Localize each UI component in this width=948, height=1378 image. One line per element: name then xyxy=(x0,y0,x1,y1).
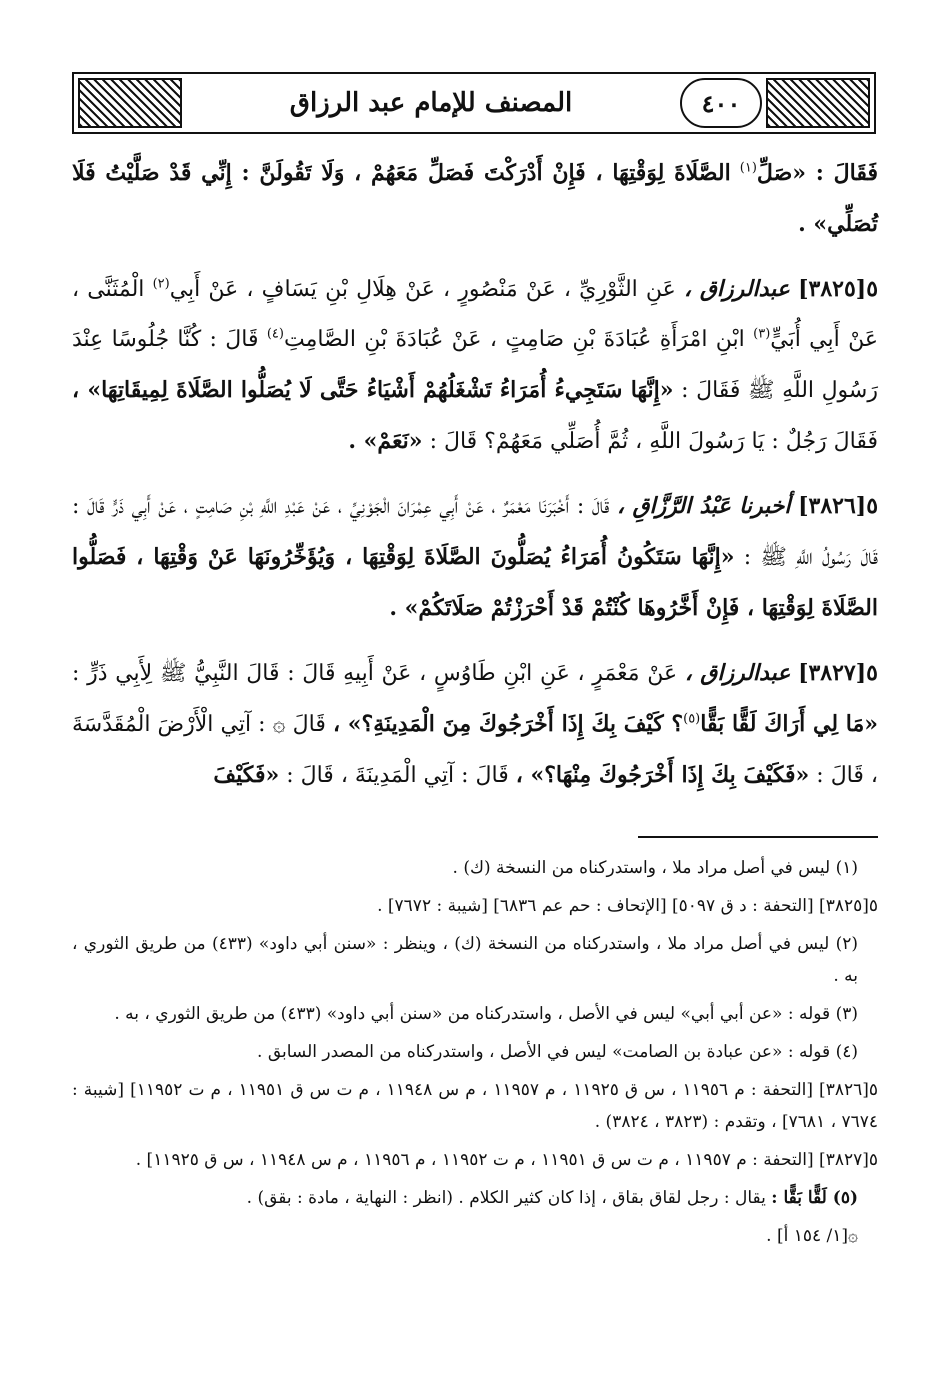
header-ornament-right xyxy=(766,78,870,128)
footnote-3: (٣) قوله : «عن أبي أبي» ليس في الأصل ، واستدركناه من «سنن أبي داود» (٤٣٣) من طريق الثوري ، به . xyxy=(114,1004,858,1024)
page-number: ٤٠٠ xyxy=(680,78,762,128)
matn-quote: «فَكَيْفَ بِكَ إِذَا أَخْرَجُوكَ مِنْهَا؟» ، xyxy=(515,762,810,788)
running-title: المصنف للإمام عبد الرزاق xyxy=(289,88,573,118)
footnote-ref[interactable]: (٢) xyxy=(152,276,170,292)
footnote-ref[interactable]: (٤) xyxy=(266,326,284,342)
source-name: عبدالرزاق ، xyxy=(683,276,790,302)
isnad-text: الْمُثَنَّى ، عَنْ أَبِي أُبَيٍّ xyxy=(72,277,878,352)
footnote-ref[interactable]: (٣) xyxy=(753,326,771,342)
header-ornament-left xyxy=(78,78,182,128)
takhrij-3825: ٥[٣٨٢٥] [التحفة : د ق ٥٠٩٧] [الإتحاف : حم عم ٦٨٣٦] [شيبة : ٧٦٧٢] . xyxy=(377,896,878,916)
matn-quote: «إِنَّهَا سَتَجِيءُ أُمَرَاءُ تَشْغَلُهُمْ أَشْيَاءُ حَتَّى لَا يُصَلُّوا الصَّلَاةَ لِمِيقَاتِهَا» ، xyxy=(72,377,674,403)
takhrij-3827: ٥[٣٨٢٧] [التحفة : م ١١٩٥٧ ، م ت س ق ١١٩٥١ ، م ت ١١٩٥٢ ، م ١١٩٥٦ ، م س ١١٩٤٨ ، س ق ١١٩٢٥] . xyxy=(135,1150,878,1170)
footnote-2: (٢) ليس في أصل مراد ملا ، واستدركناه من النسخة (ك) ، وينظر : «سنن أبي داود» (٤٣٣) من طريق الثوري ، به . xyxy=(72,934,858,986)
narration-text: قَالَ : آتِي الْمَدِينَةَ ، قَالَ : xyxy=(286,763,509,788)
source-name: عبدالرزاق ، xyxy=(684,660,791,686)
text-span: الصَّلَاةَ لِوَقْتِهَا ، فَإِنْ أَدْرَكْتَ فَصَلِّ مَعَهُمْ ، وَلَا تَقُولَنَّ : إِنِّي قَدْ صَلَّيْتُ فَلَا تُصَلِّي» . xyxy=(72,160,878,237)
text-span: فَقَالَ : «صَلِّ xyxy=(756,160,878,186)
footnote-4: (٤) قوله : «عن عبادة بن الصامت» ليس في الأصل ، واستدركناه من المصدر السابق . xyxy=(257,1042,858,1062)
isnad-text: ابْنِ امْرَأَةِ عُبَادَةَ بْنِ صَامِتٍ ، عَنْ عُبَادَةَ بْنِ الصَّامِتِ xyxy=(283,327,745,352)
isnad-text: عَنِ الثَّوْرِيِّ ، عَنْ مَنْصُورٍ ، عَنْ هِلَالِ بْنِ يَسَافٍ ، عَنْ أَبِي xyxy=(169,277,676,302)
isnad-text: قَالَ : كُنَّا جُلُوسًا عِنْدَ رَسُولِ اللَّهِ ﷺ فَقَالَ : xyxy=(72,327,878,403)
hadith-number: ٥[٣٨٢٥] xyxy=(798,276,879,302)
hadith-3825 xyxy=(72,264,878,467)
hadith-3827 xyxy=(72,648,878,801)
matn-quote: «نَعَمْ» . xyxy=(348,428,423,454)
isnad-text: عَنْ مَعْمَرٍ ، عَنِ ابْنِ طَاوُسٍ ، عَنْ أَبِيهِ قَالَ : قَالَ النَّبِيُّ ﷺ لِأَبِي ذَرٍّ : xyxy=(72,661,678,686)
main-text xyxy=(72,148,878,815)
hadith-number: ٥[٣٨٢٧] xyxy=(798,660,878,686)
isnad-text: قَالَ : أَخْبَرَنَا مَعْمَرٌ ، عَنْ أَبِي عِمْرَانَ الْجَوْنِيِّ ، عَنْ عَبْدِ اللَّهِ بْنِ صَامِتٍ ، عَنْ أَبِي ذَرٍّ قَالَ : قَالَ رَسُولُ اللَّهِ ﷺ : xyxy=(72,494,878,570)
source-name: أخبرنا عَبْدُ الرَّزَّاقِ ، xyxy=(617,493,791,519)
narration-text: قَالَ ۞ : آتِي الْأَرْضَ الْمُقَدَّسَةَ ، قَالَ : xyxy=(72,712,878,788)
footnote-5 xyxy=(72,1182,878,1214)
footnote-headword: (٥) لَقًّا بَقًّا : xyxy=(771,1188,858,1208)
matn-quote: ؟ كَيْفَ بِكَ إِذَا أَخْرَجُوكَ مِنَ الْمَدِينَةِ؟» ، xyxy=(332,711,684,737)
takhrij-3826: ٥[٣٨٢٦] [التحفة : م ١١٩٥٦ ، س ق ١١٩٢٥ ، م ١١٩٥٧ ، م س ١١٩٤٨ ، م ت س ق ١١٩٥١ ، م ت ١١٩٥٢] [شيبة : ٧٦٧٤ ، ٧٦٨١] ، وتقدم : (٣٨٢٣ ، ٣٨٢٤) . xyxy=(72,1080,878,1132)
footnote-body: يقال : رجل لقاق بقاق ، إذا كان كثير الكلام . (انظر : النهاية ، مادة : بقق) . xyxy=(246,1188,766,1208)
matn-quote: «فَكَيْفَ xyxy=(213,762,280,788)
footnote-ref[interactable]: (١) xyxy=(739,160,757,176)
manuscript-marker: ۞[١/ ١٥٤ أ] . xyxy=(766,1226,858,1246)
footnotes xyxy=(72,852,878,1258)
matn-quote: «إِنَّهَا سَتَكُونُ أُمَرَاءُ يُصَلُّونَ الصَّلَاةَ لِوَقْتِهَا ، وَيُؤَخِّرُونَهَا عَنْ وَقْتِهَا ، فَصَلُّوا الصَّلَاةَ لِوَقْتِهَا ، فَإِنْ أَخَّرُوهَا كُنْتُمْ قَدْ أَحْرَزْتُمْ صَلَاتَكُمْ» . xyxy=(72,544,878,621)
hadith-continuation xyxy=(72,148,878,250)
page-header xyxy=(72,72,876,134)
hadith-number: ٥[٣٨٢٦] xyxy=(798,493,879,519)
narration-text: فَقَالَ رَجُلٌ : يَا رَسُولَ اللَّهِ ، ثُمَّ أُصَلِّي مَعَهُمْ؟ قَالَ : xyxy=(429,429,878,454)
footnote-separator xyxy=(638,836,878,838)
footnote-ref[interactable]: (٥) xyxy=(683,711,701,727)
hadith-3826 xyxy=(72,481,878,634)
matn-quote: «مَا لِي أَرَاكَ لَقًّا بَقًّا xyxy=(700,711,879,737)
footnote-1: (١) ليس في أصل مراد ملا ، واستدركناه من النسخة (ك) . xyxy=(452,858,858,878)
